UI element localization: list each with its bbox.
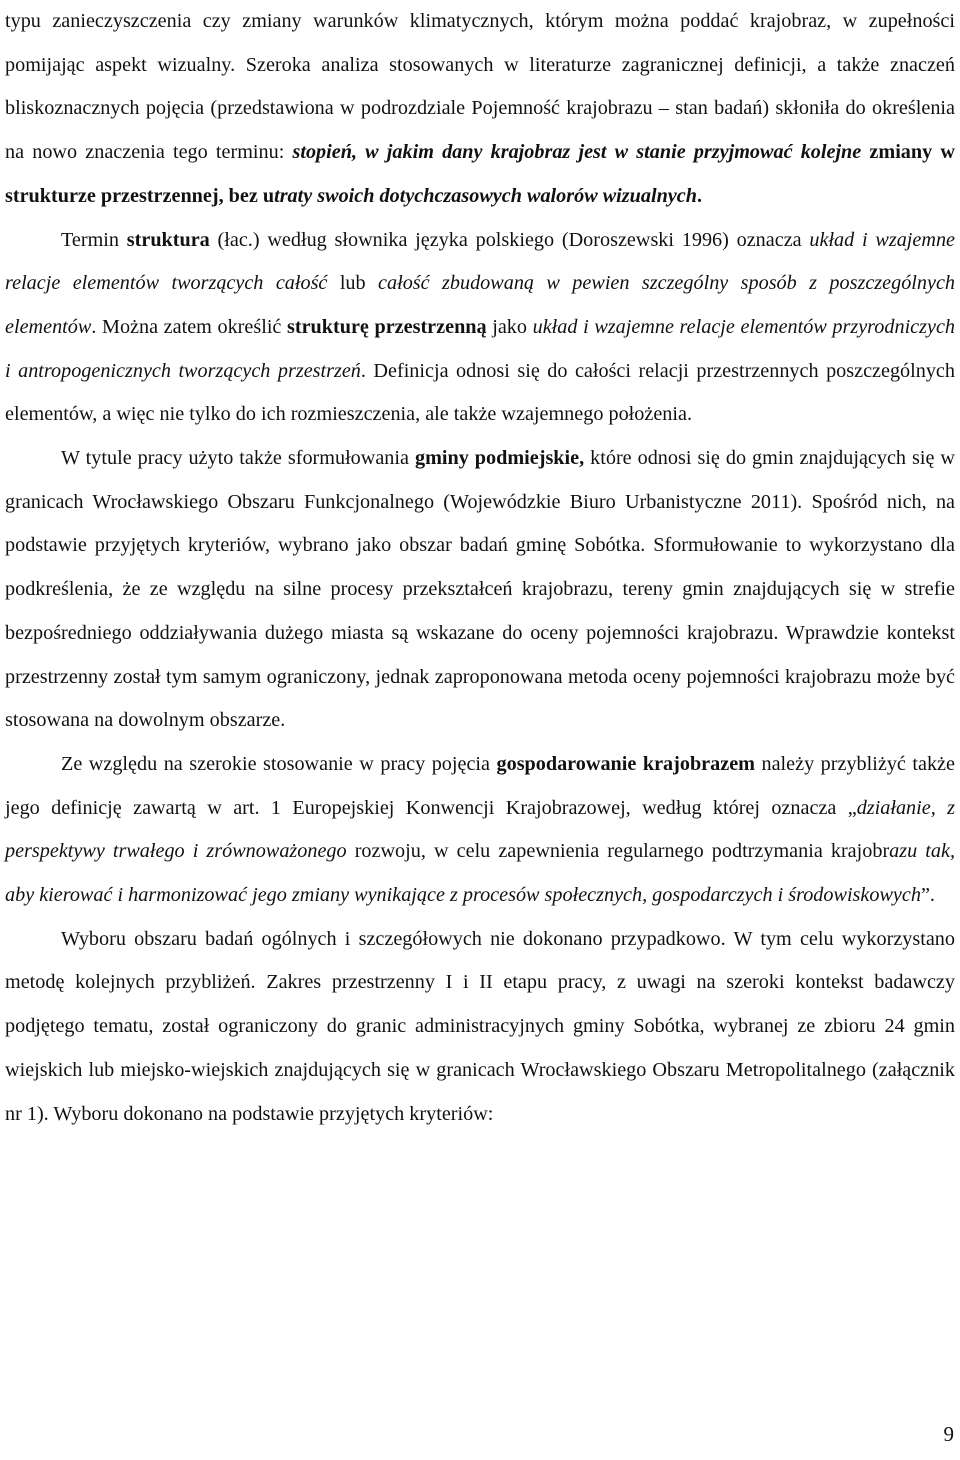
text-run-bold: gminy podmiejskie, [414,447,585,470]
paragraph [5,219,955,438]
paragraph [5,437,955,743]
text-run: . Można zatem określić [91,315,288,338]
text-run-bold-italic: stopień, w jakim dany krajobraz jest w stanie przyjmować kolejne [292,141,862,164]
text-run: należy przybliżyć także jego definicję zawartą w art. 1 Europejskiej Konwencji Krajobrazowej, według której oznacza „ [5,752,955,819]
document-body [5,0,955,1136]
text-run: jako [486,315,533,338]
text-run: W tytule pracy użyto także sformułowania [61,447,415,470]
page-number: 9 [943,1422,954,1446]
text-run-italic: układ i wzajemne relacje elementów tworzących całość [5,228,955,295]
text-run-bold: struktura [126,228,210,251]
text-run: które odnosi się do gmin znajdujących się w granicach Wrocławskiego Obszaru Funkcjonalnego (Wojewódzkie Biuro Urbanistyczne 2011). Spośród nich, na podstawie przyjętych kryteriów, wybrano jako obszar badań gminę Sobótka. Sformułowanie to wykorzystano dla podkreślenia, że ze względu na silne procesy przekształceń krajobrazu, tereny gmin znajdujących się w strefie bezpośredniego oddziaływania dużego miasta są wskazane do oceny pojemności krajobrazu. Wprawdzie kontekst przestrzenny został tym samym ograniczony, jednak zaproponowana metoda oceny pojemności krajobrazu może być stosowana na dowolnym obszarze. [5,447,955,732]
text-run-italic: układ i wzajemne relacje elementów przyrodniczych i antropogenicznych tworzących przestrzeń [5,315,956,382]
text-run: Ze względu na szerokie stosowanie w pracy pojęcia [61,752,497,775]
text-run-bold: strukturę przestrzenną [287,315,487,338]
text-run: (łac.) według słownika języka polskiego (Doroszewski 1996) oznacza [209,228,810,251]
text-run-italic: działanie, z perspektywy trwałego i zrównoważonego [5,796,955,863]
text-run: Wyboru obszaru badań ogólnych i szczegółowych nie dokonano przypadkowo. W tym celu wykorzystano metodę kolejnych przybliżeń. Zakres przestrzenny I i II etapu pracy, z uwagi na szeroki kontekst badawczy podjętego tematu, został ograniczony do granic administracyjnych gminy Sobótka, wybranej ze zbioru 24 gmin wiejskich lub miejsko-wiejskich znajdujących się w granicach Wrocławskiego Obszaru Metropolitalnego (załącznik nr 1). Wyboru dokonano na podstawie przyjętych kryteriów: [5,927,955,1125]
paragraph [5,0,955,219]
text-run-italic: całość zbudowaną w pewien szczególny sposób z poszczególnych elementów [5,272,956,338]
text-run: rozwoju, w celu zapewnienia regularnego podtrzymania krajobr [346,840,890,863]
text-run-bold: zmiany w strukturze przestrzennej, bez u [5,141,955,207]
text-run: typu zanieczyszczenia czy zmiany warunków klimatycznych, którym można poddać krajobraz, w zupełności pomijając aspekt wizualny. Szeroka analiza stosowanych w literaturze zagranicznej definicji, a także znaczeń bliskoznacznych pojęcia (przedstawiona w podrozdziale Pojemność krajobrazu – stan badań) skłoniła do określenia na nowo znaczenia tego terminu: [5,10,955,164]
text-run-bold-italic: traty swoich dotychczasowych walorów wizualnych [274,184,697,207]
text-run: ”. [920,884,935,907]
text-run-italic: azu tak, aby kierować i harmonizować jego zmiany wynikające z procesów społecznych, gospodarczych i środowiskowych [5,840,956,907]
text-run-bold: gospodarowanie krajobrazem [496,752,755,775]
paragraph [5,743,955,918]
text-run: . Definicja odnosi się do całości relacji przestrzennych poszczególnych elementów, a więc nie tylko do ich rozmieszczenia, ale także wzajemnego położenia. [5,359,955,426]
text-run: Termin [61,228,127,251]
paragraph [5,918,955,1137]
text-run: lub [327,272,379,295]
text-run-bold: . [696,184,702,207]
